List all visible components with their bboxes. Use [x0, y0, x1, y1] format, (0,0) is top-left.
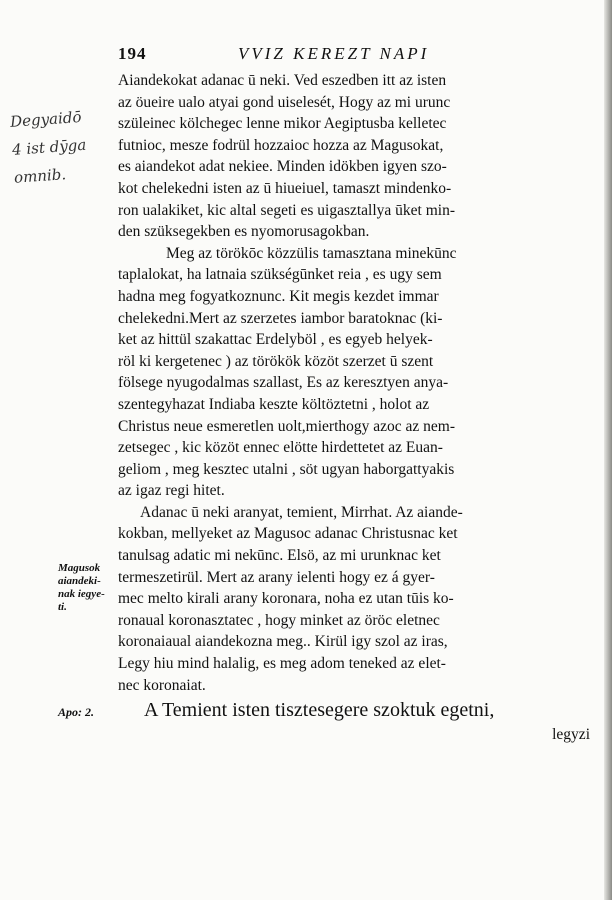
- running-title: VVIZ KEREZT NAPI: [238, 44, 430, 63]
- text-line: ronaual koronasztatec , hogy minket az öröc eletnec: [118, 611, 440, 629]
- text-line: Aiandekokat adanac ū neki. Ved eszedben itt az isten: [118, 72, 447, 89]
- paragraph-start-line: A Temient isten tisztesegere szoktuk egetni,: [144, 699, 495, 722]
- text-line: taplalokat, ha latnaia szükségūnket reia , es ugy sem: [118, 266, 442, 284]
- text-line: kokban, mellyeket az Magusoc adanac Christusnac ket: [118, 525, 458, 543]
- text-line: zetsegec , kic közöt ennec elötte hirdettetet az Euan-: [118, 439, 443, 457]
- text-line: röl ki kergetenec ) az törökök közöt szerzet ū szent: [118, 352, 434, 370]
- margin-note-line: nak iegye-: [58, 588, 105, 600]
- handwritten-line: Degyaidō: [9, 107, 82, 131]
- text-line: den szüksegekben es nyomorusagokban.: [118, 223, 370, 241]
- text-line: tanulsag adatic mi nekūnc. Elsö, az mi urunknac ket: [118, 547, 441, 565]
- text-line: az igaz regi hitet.: [118, 482, 225, 500]
- text-line: szüleinec kölchegec lenne mikor Aegiptusba kelletec: [118, 115, 447, 133]
- text-line: futnioc, mesze fodrül hozzaioc hozza az Magusokat,: [118, 136, 444, 154]
- handwritten-line: omnib.: [13, 165, 67, 187]
- page-spine-shadow: [604, 0, 612, 900]
- text-line: nec koronaiat.: [118, 676, 206, 694]
- text-line: hadna meg fogyatkoznunc. Kit megis kezdet immar: [118, 287, 439, 305]
- text-line: Legy hiu mind halalig, es meg adom teneked az elet-: [118, 655, 446, 673]
- handwritten-marginal-note: [9, 100, 125, 191]
- margin-note-line: aiandeki-: [58, 575, 101, 587]
- text-line: es aiandekot adat nekiee. Minden idökben igyen szo-: [118, 158, 447, 176]
- text-line: chelekedni.Mert az szerzetes iambor baratoknac (ki-: [118, 309, 443, 327]
- margin-note-magusok: [58, 562, 105, 614]
- catchword: legyzi: [552, 726, 590, 744]
- text-line: fölsege nyugodalmas szallast, Es az keresztyen anya-: [118, 374, 449, 392]
- text-line: mec melto kirali arany koronara, noha ez utan tūis ko-: [118, 590, 454, 608]
- margin-note-reference: Apo: 2.: [58, 705, 94, 719]
- text-line: ket az hittül szakattac Erdelyböl , es egyeb helyek-: [118, 331, 433, 349]
- paragraph-start-line: Adanac ū neki aranyat, temient, Mirrhat. Az aiande-: [140, 503, 463, 521]
- text-line: kot chelekedni isten az ū hiueiuel, tamaszt mindenko-: [118, 179, 452, 197]
- text-line: koronaiaual aiandekozna meg.. Kirül igy szol az iras,: [118, 633, 448, 651]
- text-line: szentegyhazat Indiaba keszte költöztetni , holot az: [118, 395, 430, 413]
- margin-note-line: Magusok: [58, 562, 101, 574]
- text-line: az öueire ualo atyai gond uiselesét, Hogy az mi urunc: [118, 93, 451, 111]
- text-line: geliom , meg kesztec utalni , söt ugyan haborgattyakis: [118, 460, 455, 478]
- body-text: [118, 70, 590, 746]
- page-number: 194: [118, 44, 147, 63]
- text-line: termeszetirül. Mert az arany ielenti hogy ez á gyer-: [118, 568, 435, 586]
- margin-note-line: ti.: [58, 601, 67, 613]
- paragraph-start-line: Meg az törökōc közzülis tamasztana minekūnc: [166, 244, 457, 262]
- text-line: Christus neue esmeretlen uolt,mierthogy azoc az nem-: [118, 417, 456, 435]
- handwritten-line: 4 ist dȳga: [11, 135, 87, 159]
- text-line: ron ualakiket, kic altal segeti es uigasztallya ūket min-: [118, 201, 456, 219]
